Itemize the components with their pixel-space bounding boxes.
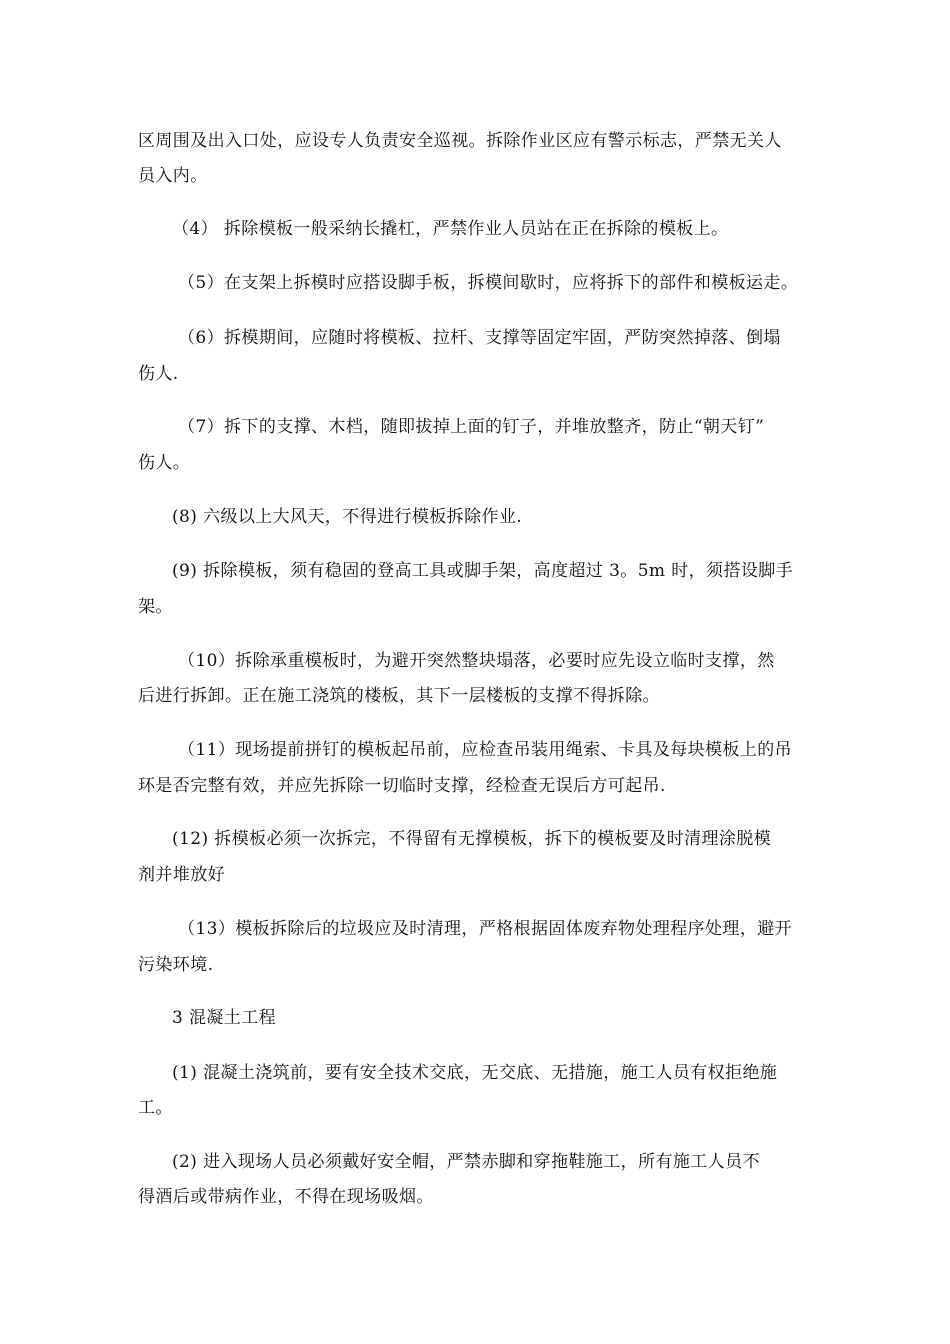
item-6-line-2: 伤人. (138, 364, 179, 384)
para-3-line-1: 区周围及出入口处，应设专人负责安全巡视。拆除作业区应有警示标志，严禁无关人 (138, 131, 782, 151)
concrete-item-1-line-1: (1) 混凝土浇筑前，要有安全技术交底，无交底、无措施，施工人员有权拒绝施 (172, 1063, 778, 1083)
item-13-line-1: （13）模板拆除后的垃圾应及时清理，严格根据固体废弃物处理程序处理，避开 (178, 919, 793, 939)
item-8-line-1: (8) 六级以上大风天，不得进行模板拆除作业. (172, 507, 523, 527)
concrete-item-1-line-2: 工。 (138, 1098, 173, 1118)
item-10-line-1: （10）拆除承重模板时，为避开突然整块塌落，必要时应先设立临时支撑，然 (178, 651, 775, 671)
item-13-line-2: 污染环境. (138, 955, 214, 975)
item-12-line-2: 剂并堆放好 (138, 865, 225, 885)
item-12-line-1: (12) 拆模板必须一次拆完，不得留有无撑模板，拆下的模板要及时清理涂脱模 (172, 829, 772, 849)
item-10-line-2: 后进行拆卸。正在施工浇筑的楼板，其下一层楼板的支撑不得拆除。 (138, 686, 660, 706)
item-11-line-1: （11）现场提前拼钉的模板起吊前，应检查吊装用绳索、卡具及每块模板上的吊 (178, 740, 793, 760)
item-11-line-2: 环是否完整有效，并应先拆除一切临时支撑，经检查无误后方可起吊. (138, 776, 666, 796)
item-9-line-2: 架。 (138, 597, 173, 617)
item-6-line-1: （6）拆模期间，应随时将模板、拉杆、支撑等固定牢固，严防突然掉落、倒塌 (178, 328, 781, 348)
item-7-line-2: 伤人。 (138, 453, 191, 473)
item-7-line-1: （7）拆下的支撑、木档，随即拔掉上面的钉子，并堆放整齐，防止“朝天钉” (178, 417, 765, 437)
item-4-line-1: （4） 拆除模板一般采纳长撬杠，严禁作业人员站在正在拆除的模板上。 (172, 219, 729, 239)
para-3-line-2: 员入内。 (138, 166, 208, 186)
section-3-heading: 3 混凝土工程 (172, 1008, 277, 1028)
concrete-item-2-line-1: (2) 进入现场人员必须戴好安全帽，严禁赤脚和穿拖鞋施工，所有施工人员不 (172, 1152, 760, 1172)
item-9-line-1: (9) 拆除模板，须有稳固的登高工具或脚手架，高度超过 3。5m 时，须搭设脚手 (172, 561, 794, 581)
item-5-line-1: （5）在支架上拆模时应搭设脚手板，拆模间歇时，应将拆下的部件和模板运走。 (178, 273, 799, 293)
concrete-item-2-line-2: 得酒后或带病作业，不得在现场吸烟。 (138, 1187, 434, 1207)
